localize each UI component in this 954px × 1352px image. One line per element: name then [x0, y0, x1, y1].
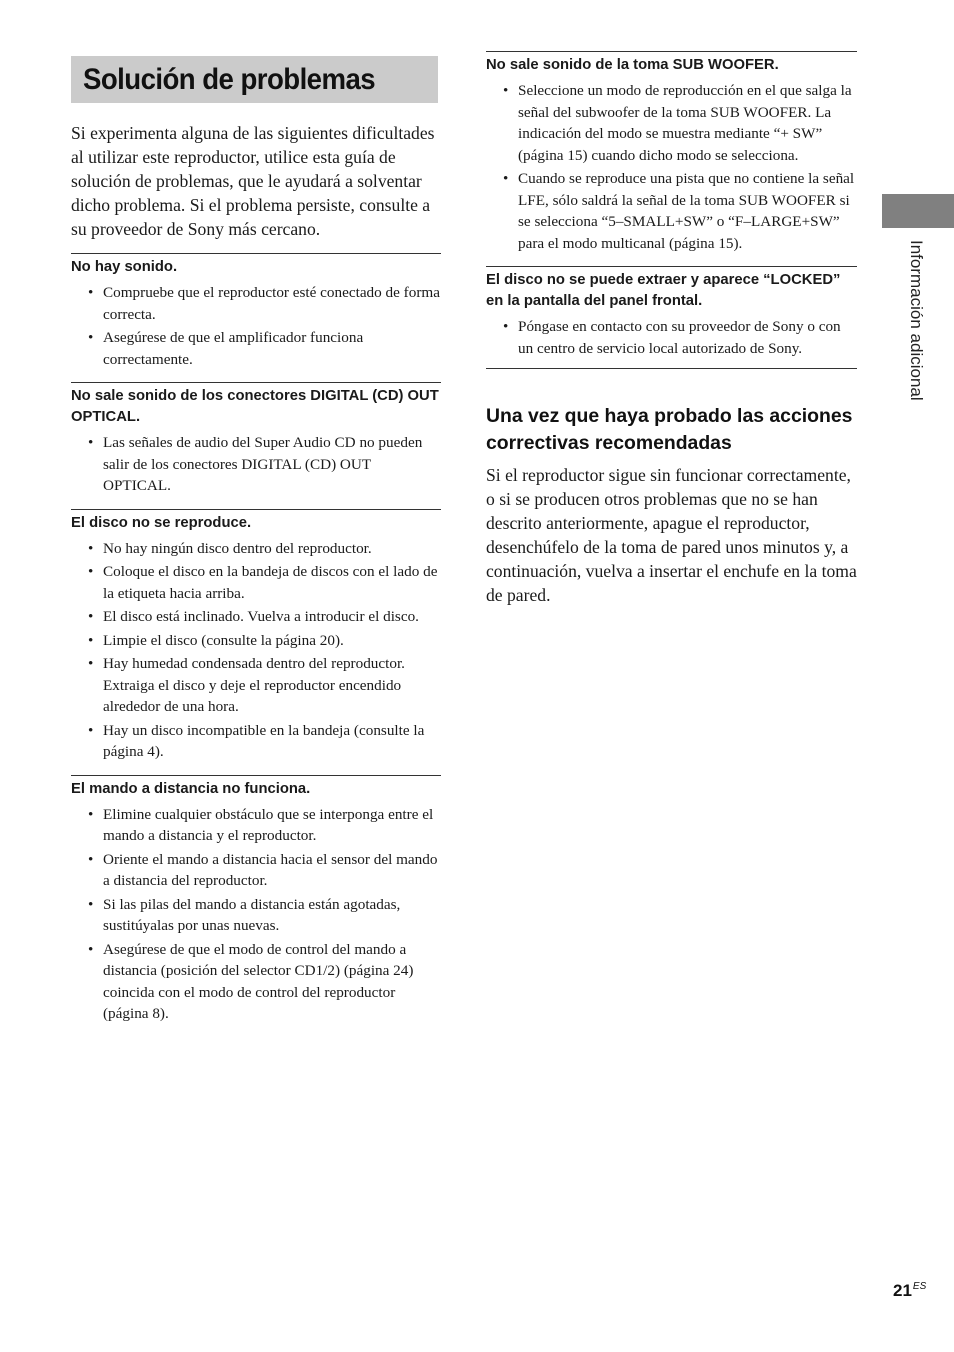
- list-item: • Oriente el mando a distancia hacia el sensor del mando a distancia del reproductor.: [71, 849, 441, 892]
- section-heading: No sale sonido de los conectores DIGITAL (CD) OUT OPTICAL.: [71, 388, 439, 425]
- section-disc-locked: [486, 266, 857, 359]
- outro-paragraph: Si el reproductor sigue sin funcionar correctamente, o si se producen otros problemas que no se han descrito anteriormente, apague el reproductor, desenchúfelo de la toma de pared unos minutos y, a continuación, vuelva a insertar el enchufe en la toma de pared.: [486, 465, 857, 605]
- list-item: • Asegúrese de que el amplificador funciona correctamente.: [71, 327, 441, 370]
- side-section-label: Información adicional: [907, 240, 926, 401]
- intro-paragraph: Si experimenta alguna de las siguientes dificultades al utilizar este reproductor, utilice esta guía de solución de problemas, que le ayudará a solventar dicho problema. Si el problema persiste, consulte a su proveedor de Sony más cercano.: [71, 123, 435, 239]
- page-number: [893, 1281, 926, 1301]
- list-item: • Las señales de audio del Super Audio CD no pueden salir de los conectores DIGITAL (CD) OUT OPTICAL.: [71, 432, 441, 497]
- list-item: • Hay un disco incompatible en la bandeja (consulte la página 4).: [71, 720, 441, 763]
- section-remote-not-working: [71, 775, 441, 1025]
- left-column: [71, 56, 441, 1027]
- section-digital-out: [71, 382, 441, 497]
- divider: [486, 368, 857, 369]
- list-item: • Limpie el disco (consulte la página 20).: [71, 630, 441, 652]
- section-heading: El disco no se reproduce.: [71, 514, 252, 531]
- list-item: • Póngase en contacto con su proveedor de Sony o con un centro de servicio local autorizado de Sony.: [486, 316, 857, 359]
- subheading: Una vez que haya probado las acciones correctivas recomendadas: [486, 405, 853, 454]
- section-heading: El mando a distancia no funciona.: [71, 780, 311, 797]
- list-item: • El disco está inclinado. Vuelva a introducir el disco.: [71, 606, 441, 628]
- section-no-sound: [71, 253, 441, 370]
- list-item: • Hay humedad condensada dentro del reproductor. Extraiga el disco y deje el reproductor encendido alrededor de una hora.: [71, 653, 441, 718]
- section-heading: El disco no se puede extraer y aparece “LOCKED” en la pantalla del panel frontal.: [486, 272, 841, 309]
- page-number-value: 21: [893, 1281, 912, 1300]
- section-disc-not-playing: [71, 509, 441, 763]
- list-item: • Compruebe que el reproductor esté conectado de forma correcta.: [71, 282, 441, 325]
- section-heading: No hay sonido.: [71, 259, 178, 275]
- section-heading: No sale sonido de la toma SUB WOOFER.: [486, 57, 779, 73]
- section-sub-woofer: [486, 51, 857, 254]
- section-tab-marker: [882, 194, 954, 228]
- page-language-suffix: ES: [912, 1281, 927, 1293]
- title-banner: [71, 56, 438, 103]
- list-item: • Elimine cualquier obstáculo que se interponga entre el mando a distancia y el reproductor.: [71, 804, 441, 847]
- list-item: • Asegúrese de que el modo de control del mando a distancia (posición del selector CD1/2) (página 24) coincida con el modo de control del reproductor (página 8).: [71, 939, 441, 1025]
- right-column: [486, 51, 857, 607]
- list-item: • Coloque el disco en la bandeja de discos con el lado de la etiqueta hacia arriba.: [71, 561, 441, 604]
- list-item: • Si las pilas del mando a distancia están agotadas, sustitúyalas por unas nuevas.: [71, 894, 441, 937]
- page-title: Solución de problemas: [83, 62, 376, 96]
- list-item: • Cuando se reproduce una pista que no contiene la señal LFE, sólo saldrá la señal de la toma SUB WOOFER si se selecciona “5–SMALL+SW” o “F–LARGE+SW” para el modo multicanal (página 15).: [486, 168, 857, 254]
- list-item: • Seleccione un modo de reproducción en el que salga la señal del subwoofer de la toma SUB WOOFER. La indicación del modo se muestra mediante “+ SW” (página 15) cuando dicho modo se selecciona.: [486, 80, 857, 166]
- list-item: • No hay ningún disco dentro del reproductor.: [71, 538, 441, 560]
